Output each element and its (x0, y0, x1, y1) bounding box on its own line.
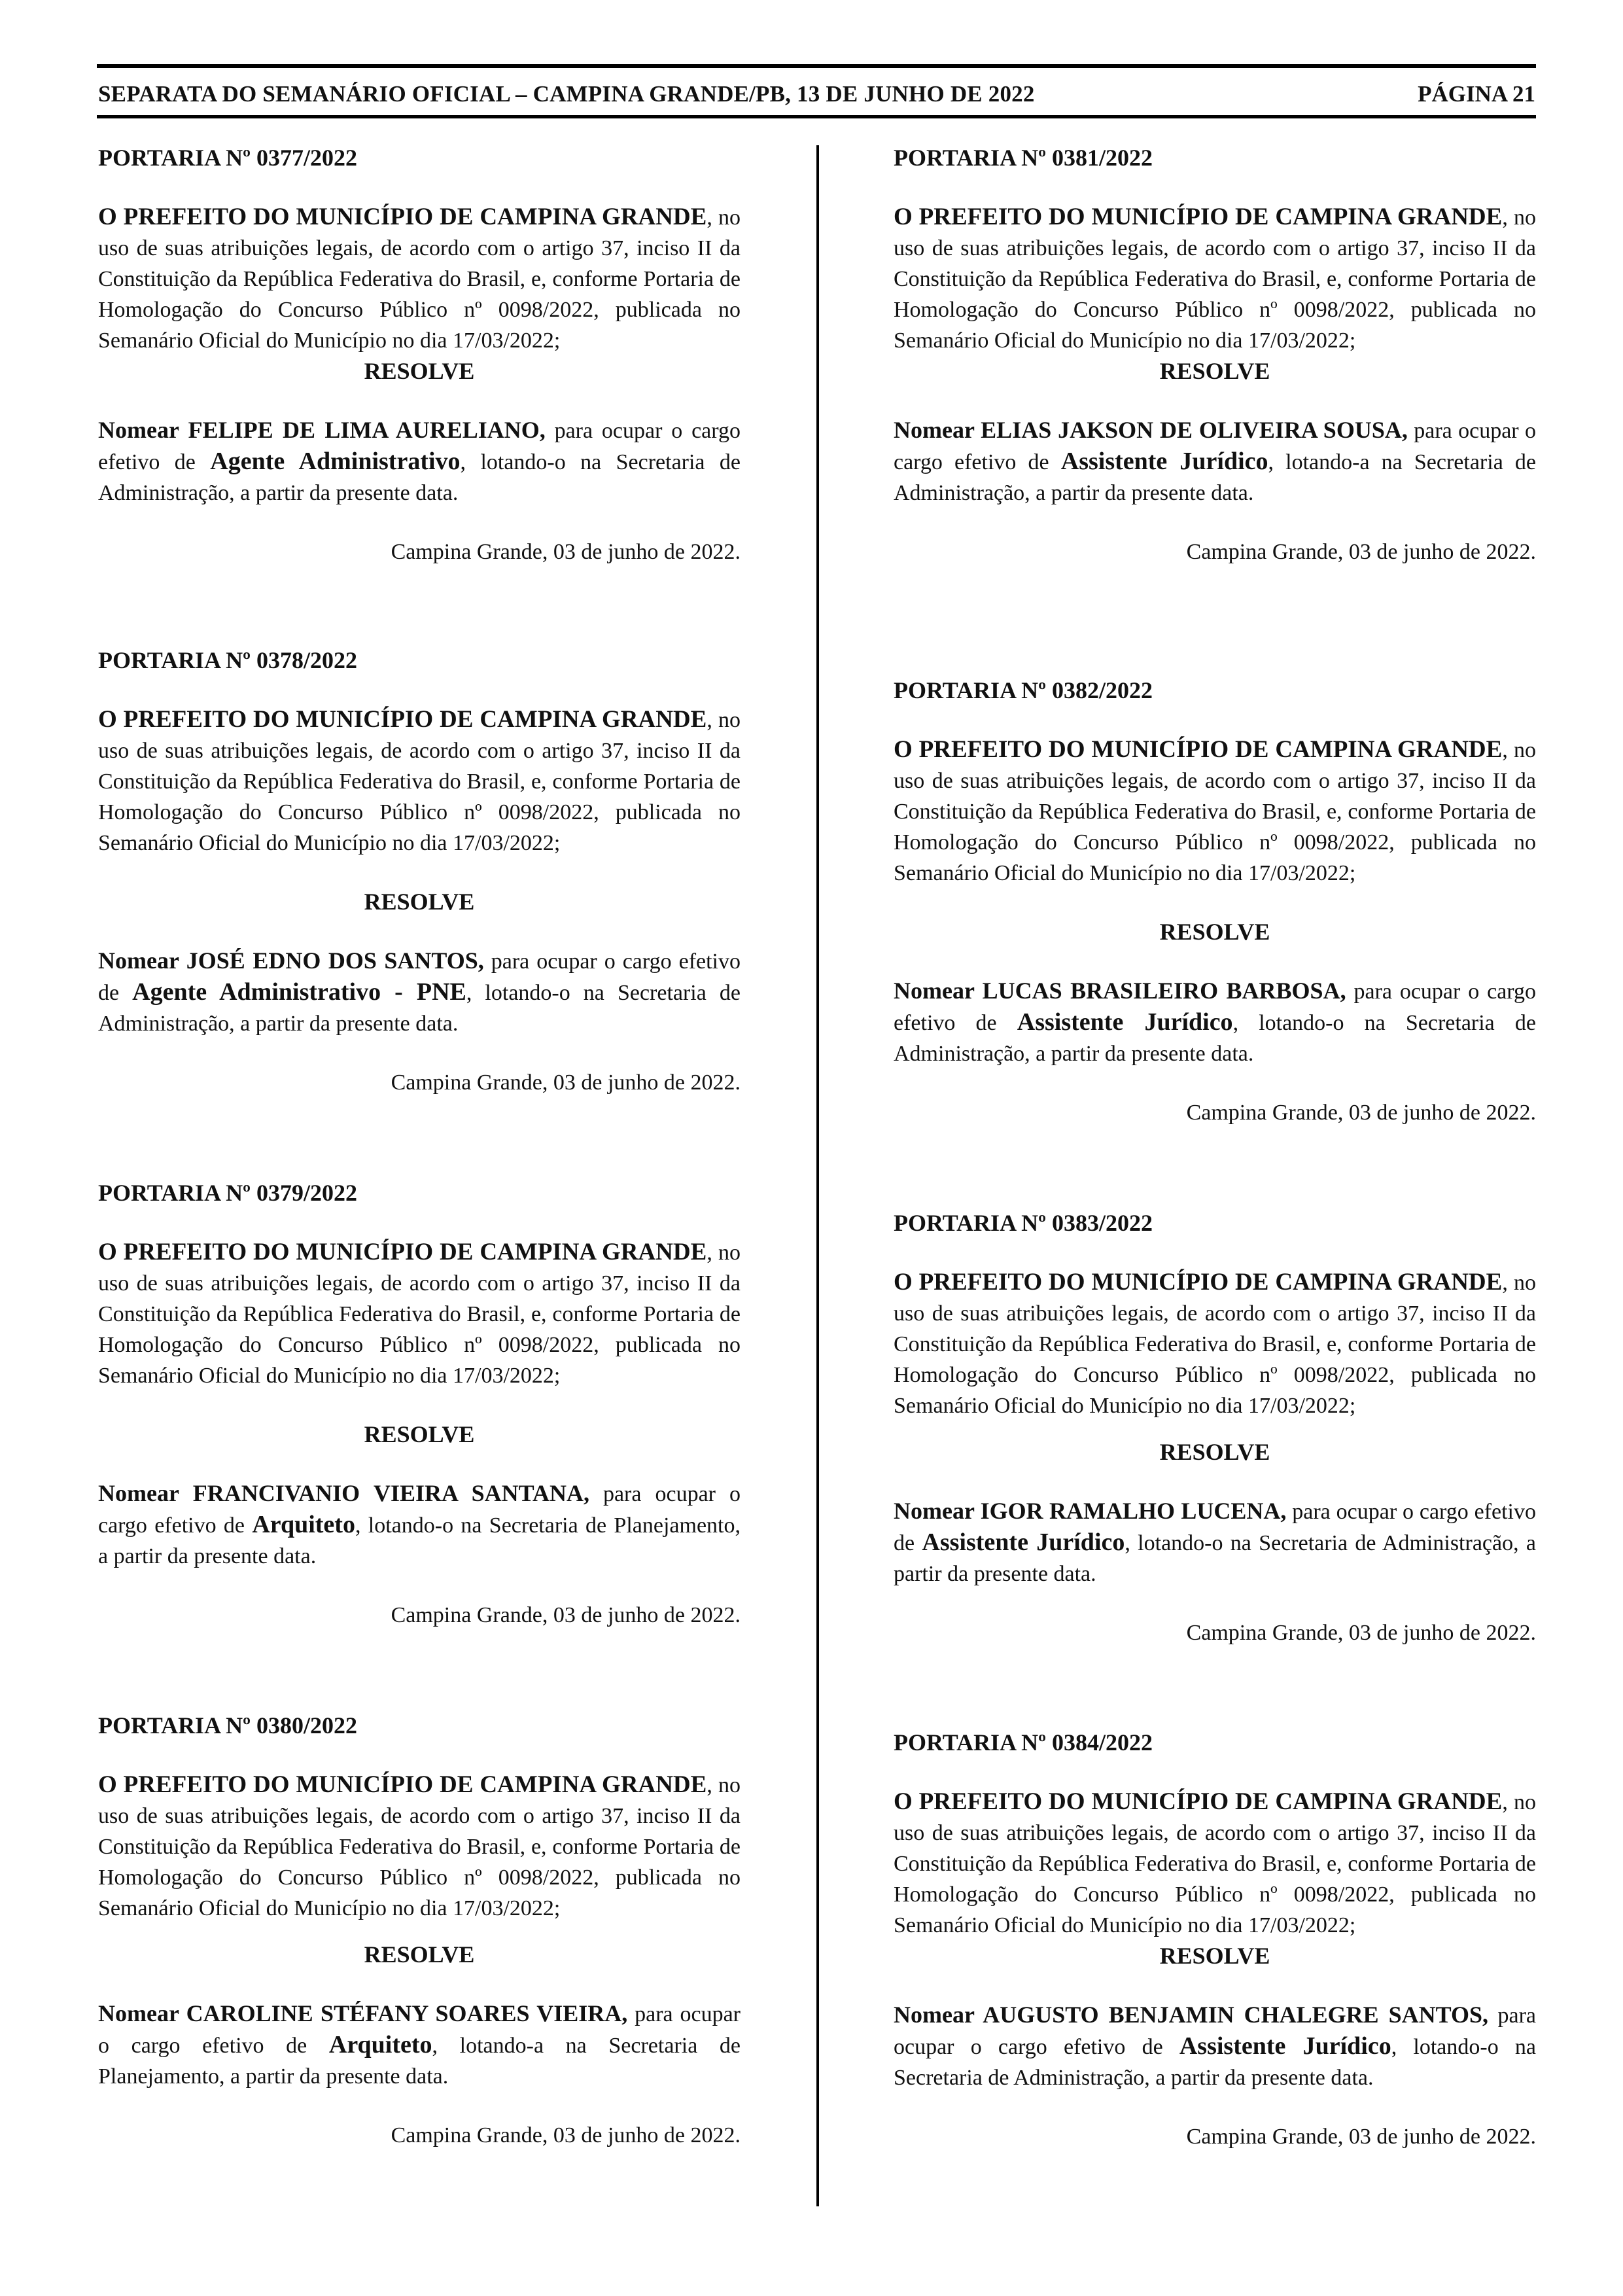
mayor-heading: O PREFEITO DO MUNICÍPIO DE CAMPINA GRANDE (894, 1788, 1503, 1815)
appointee-name: Nomear JOSÉ EDNO DOS SANTOS, (98, 947, 484, 974)
mayor-heading: O PREFEITO DO MUNICÍPIO DE CAMPINA GRANDE (894, 736, 1503, 763)
position-title: Arquiteto (328, 2031, 432, 2058)
position-title: Assistente Jurídico (1060, 448, 1268, 475)
portaria-0384 (894, 1727, 1536, 2152)
appointment-end: , lotando-o na Secretaria de Administração, a partir da presente data. (894, 1531, 1536, 1586)
header-publication-title: SEPARATA DO SEMANÁRIO OFICIAL – CAMPINA GRANDE/PB, 13 DE JUNHO DE 2022 (98, 81, 1035, 107)
portaria-preamble (894, 1786, 1536, 1941)
resolve-heading: RESOLVE (364, 1941, 475, 1968)
resolve-heading: RESOLVE (364, 358, 475, 384)
resolve-heading: RESOLVE (1159, 919, 1270, 945)
appointment-end: , lotando-o na Secretaria de Administração, a partir da presente data. (894, 2035, 1537, 2090)
preamble-text: , no uso de suas atribuições legais, de acordo com o artigo 37, inciso II da Constituição da República Federativa do Brasil, e, conforme Portaria de Homologação do Concurso Público nº 0098/2022, publicada no Semanário Oficial do Município no dia 17/03/2022; (894, 1790, 1536, 1937)
portaria-preamble (98, 1237, 741, 1391)
appointee-name: Nomear CAROLINE STÉFANY SOARES VIEIRA, (98, 2000, 628, 2026)
appointment-mid: para ocupar o cargo efetivo de (894, 2004, 1536, 2059)
signing-date: Campina Grande, 03 de junho de 2022. (391, 1603, 741, 1627)
appointee-name: Nomear LUCAS BRASILEIRO BARBOSA, (894, 978, 1346, 1004)
mayor-heading: O PREFEITO DO MUNICÍPIO DE CAMPINA GRANDE (98, 1239, 707, 1265)
preamble-text: , no uso de suas atribuições legais, de acordo com o artigo 37, inciso II da Constituição da República Federativa do Brasil, e, conforme Portaria de Homologação do Concurso Público nº 0098/2022, publicada no Semanário Oficial do Município no dia 17/03/2022; (894, 1271, 1536, 1418)
appointee-name: Nomear FELIPE DE LIMA AURELIANO, (98, 417, 546, 443)
header-bottom-rule (97, 115, 1536, 118)
portaria-title: PORTARIA Nº 0382/2022 (894, 677, 1153, 703)
resolve-heading: RESOLVE (1159, 1943, 1270, 1969)
mayor-heading: O PREFEITO DO MUNICÍPIO DE CAMPINA GRANDE (894, 1269, 1503, 1296)
appointment-end: , lotando-o na Secretaria de Administração, a partir da presente data. (98, 450, 741, 505)
appointment-mid: para ocupar o cargo efetivo de (894, 980, 1536, 1035)
resolve-heading: RESOLVE (1159, 358, 1270, 384)
resolve-heading: RESOLVE (364, 889, 475, 915)
appointee-name: Nomear FRANCIVANIO VIEIRA SANTANA, (98, 1480, 589, 1506)
appointee-name: Nomear ELIAS JAKSON DE OLIVEIRA SOUSA, (894, 417, 1408, 443)
portaria-title: PORTARIA Nº 0383/2022 (894, 1210, 1153, 1236)
preamble-text: , no uso de suas atribuições legais, de acordo com o artigo 37, inciso II da Constituição da República Federativa do Brasil, e, conforme Portaria de Homologação do Concurso Público nº 0098/2022, publicada no Semanário Oficial do Município no dia 17/03/2022; (894, 205, 1536, 353)
portaria-preamble (98, 704, 741, 858)
portaria-preamble (98, 1769, 741, 1924)
portaria-0383 (894, 1208, 1536, 1648)
header-page-number: PÁGINA 21 (1418, 81, 1535, 107)
portaria-preamble (98, 202, 741, 356)
signing-date: Campina Grande, 03 de junho de 2022. (1186, 1621, 1536, 1645)
resolve-heading: RESOLVE (364, 1421, 475, 1447)
portaria-title: PORTARIA Nº 0384/2022 (894, 1729, 1153, 1756)
preamble-text: , no uso de suas atribuições legais, de acordo com o artigo 37, inciso II da Constituição da República Federativa do Brasil, e, conforme Portaria de Homologação do Concurso Público nº 0098/2022, publicada no Semanário Oficial do Município no dia 17/03/2022; (98, 205, 741, 353)
mayor-heading: O PREFEITO DO MUNICÍPIO DE CAMPINA GRANDE (98, 203, 707, 230)
portaria-title: PORTARIA Nº 0378/2022 (98, 647, 357, 673)
signing-date: Campina Grande, 03 de junho de 2022. (391, 1070, 741, 1095)
appointment-text (894, 976, 1536, 1069)
preamble-text: , no uso de suas atribuições legais, de acordo com o artigo 37, inciso II da Constituição da República Federativa do Brasil, e, conforme Portaria de Homologação do Concurso Público nº 0098/2022, publicada no Semanário Oficial do Município no dia 17/03/2022; (894, 738, 1536, 885)
portaria-0381 (894, 143, 1536, 567)
appointment-text (894, 2000, 1536, 2093)
portaria-preamble (894, 202, 1536, 356)
appointment-end: , lotando-a na Secretaria de Administração, a partir da presente data. (894, 450, 1536, 505)
signing-date: Campina Grande, 03 de junho de 2022. (391, 540, 741, 564)
appointee-name: Nomear IGOR RAMALHO LUCENA, (894, 1498, 1287, 1524)
signing-date: Campina Grande, 03 de junho de 2022. (1186, 1101, 1536, 1125)
portaria-preamble (894, 734, 1536, 889)
portaria-0378 (98, 645, 741, 1098)
portaria-title: PORTARIA Nº 0379/2022 (98, 1180, 357, 1206)
signing-date: Campina Grande, 03 de junho de 2022. (391, 2123, 741, 2147)
position-title: Agente Administrativo (210, 448, 461, 475)
appointment-mid: para ocupar o cargo efetivo de (894, 419, 1536, 474)
appointment-end: , lotando-o na Secretaria de Planejamento, a partir da presente data. (98, 1513, 741, 1568)
header-top-rule (97, 64, 1536, 68)
appointment-end: , lotando-o na Secretaria de Administração, a partir da presente data. (98, 981, 741, 1036)
appointment-text (98, 1478, 741, 1572)
mayor-heading: O PREFEITO DO MUNICÍPIO DE CAMPINA GRANDE (98, 706, 707, 733)
signing-date: Campina Grande, 03 de junho de 2022. (1186, 540, 1536, 564)
appointment-mid: para ocupar o cargo efetivo de (98, 949, 741, 1005)
portaria-0377 (98, 143, 741, 567)
appointment-mid: para ocupar o cargo efetivo de (98, 419, 741, 474)
position-title: Assistente Jurídico (1017, 1008, 1233, 1036)
position-title: Assistente Jurídico (922, 1528, 1125, 1556)
position-title: Arquiteto (252, 1511, 355, 1538)
preamble-text: , no uso de suas atribuições legais, de acordo com o artigo 37, inciso II da Constituição da República Federativa do Brasil, e, conforme Portaria de Homologação do Concurso Público nº 0098/2022, publicada no Semanário Oficial do Município no dia 17/03/2022; (98, 708, 741, 855)
preamble-text: , no uso de suas atribuições legais, de acordo com o artigo 37, inciso II da Constituição da República Federativa do Brasil, e, conforme Portaria de Homologação do Concurso Público nº 0098/2022, publicada no Semanário Oficial do Município no dia 17/03/2022; (98, 1773, 741, 1920)
appointment-text (894, 415, 1536, 508)
appointment-text (98, 945, 741, 1039)
portaria-title: PORTARIA Nº 0381/2022 (894, 145, 1153, 171)
appointment-mid: para ocupar o cargo efetivo de (98, 1482, 741, 1538)
preamble-text: , no uso de suas atribuições legais, de acordo com o artigo 37, inciso II da Constituição da República Federativa do Brasil, e, conforme Portaria de Homologação do Concurso Público nº 0098/2022, publicada no Semanário Oficial do Município no dia 17/03/2022; (98, 1241, 741, 1388)
portaria-0380 (98, 1710, 741, 2151)
appointment-text (894, 1496, 1536, 1589)
column-divider (816, 145, 819, 2206)
mayor-heading: O PREFEITO DO MUNICÍPIO DE CAMPINA GRANDE (894, 203, 1503, 230)
appointment-mid: para ocupar o cargo efetivo de (98, 2002, 741, 2058)
appointment-mid: para ocupar o cargo efetivo de (894, 1500, 1537, 1555)
appointment-text (98, 415, 741, 508)
appointment-text (98, 1998, 741, 2092)
signing-date: Campina Grande, 03 de junho de 2022. (1186, 2125, 1536, 2149)
portaria-0382 (894, 675, 1536, 1128)
appointment-end: , lotando-o na Secretaria de Administração, a partir da presente data. (894, 1011, 1536, 1066)
appointee-name: Nomear AUGUSTO BENJAMIN CHALEGRE SANTOS, (894, 2002, 1489, 2028)
portaria-title: PORTARIA Nº 0380/2022 (98, 1712, 357, 1739)
portaria-preamble (894, 1267, 1536, 1421)
resolve-heading: RESOLVE (1159, 1439, 1270, 1465)
position-title: Agente Administrativo - PNE (132, 978, 466, 1006)
portaria-0379 (98, 1178, 741, 1631)
portaria-title: PORTARIA Nº 0377/2022 (98, 145, 357, 171)
mayor-heading: O PREFEITO DO MUNICÍPIO DE CAMPINA GRANDE (98, 1771, 707, 1798)
appointment-end: , lotando-a na Secretaria de Planejamento, a partir da presente data. (98, 2034, 741, 2089)
position-title: Assistente Jurídico (1179, 2032, 1391, 2060)
